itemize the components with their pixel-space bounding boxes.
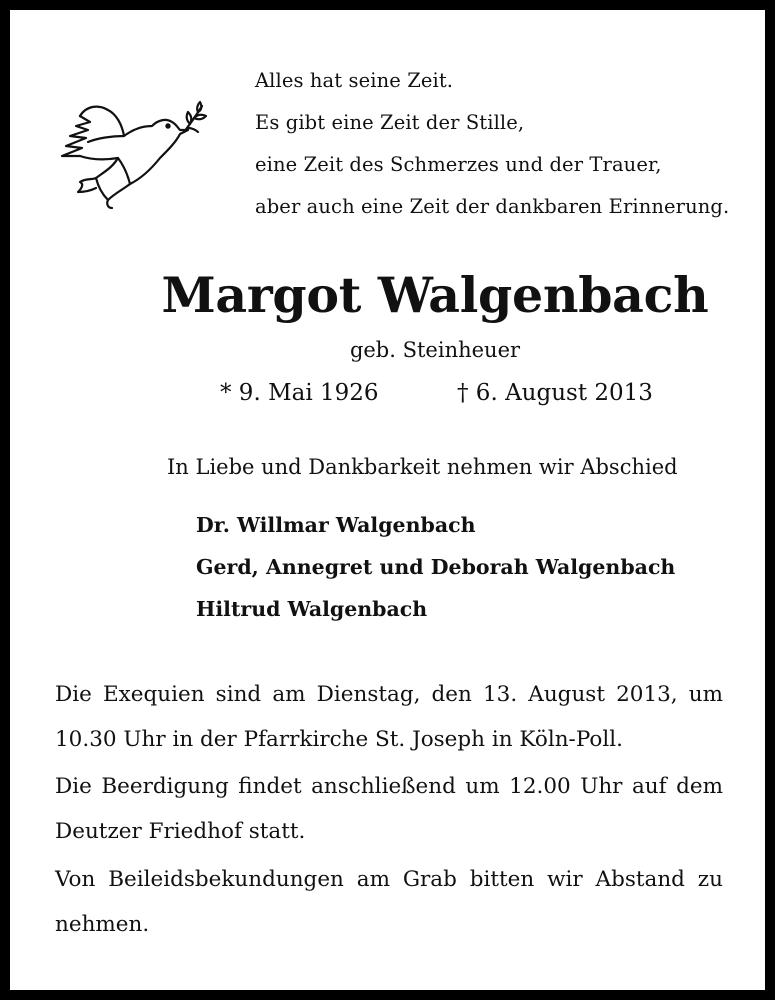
family-member: Gerd, Annegret und Deborah Walgenbach [196, 555, 676, 579]
condolences-paragraph: Von Beileidsbekundungen am Grab bitten wir Abstand zu nehmen. [55, 867, 723, 937]
family-list [196, 504, 675, 630]
farewell-line: In Liebe und Dankbarkeit nehmen wir Abschied [167, 455, 678, 479]
poem-line: aber auch eine Zeit der dankbaren Erinnerung. [255, 195, 730, 218]
poem [255, 60, 729, 228]
poem-line: Alles hat seine Zeit. [255, 69, 454, 92]
dove-icon [52, 96, 212, 214]
family-member: Hiltrud Walgenbach [196, 597, 428, 621]
family-member: Dr. Willmar Walgenbach [196, 513, 476, 537]
birth-date: * 9. Mai 1926 [220, 380, 379, 406]
exequies-paragraph: Die Exequien sind am Dienstag, den 13. August 2013, um 10.30 Uhr in der Pfarrkirche St. Joseph in Köln-Poll. [55, 682, 723, 752]
poem-line: eine Zeit des Schmerzes und der Trauer, [255, 153, 662, 176]
maiden-name: geb. Steinheuer [349, 338, 521, 362]
burial-paragraph: Die Beerdigung findet anschließend um 12.00 Uhr auf dem Deutzer Friedhof statt. [55, 774, 723, 844]
poem-line: Es gibt eine Zeit der Stille, [255, 111, 525, 134]
deceased-name: Margot Walgenbach [161, 266, 709, 324]
death-date: † 6. August 2013 [457, 380, 653, 406]
